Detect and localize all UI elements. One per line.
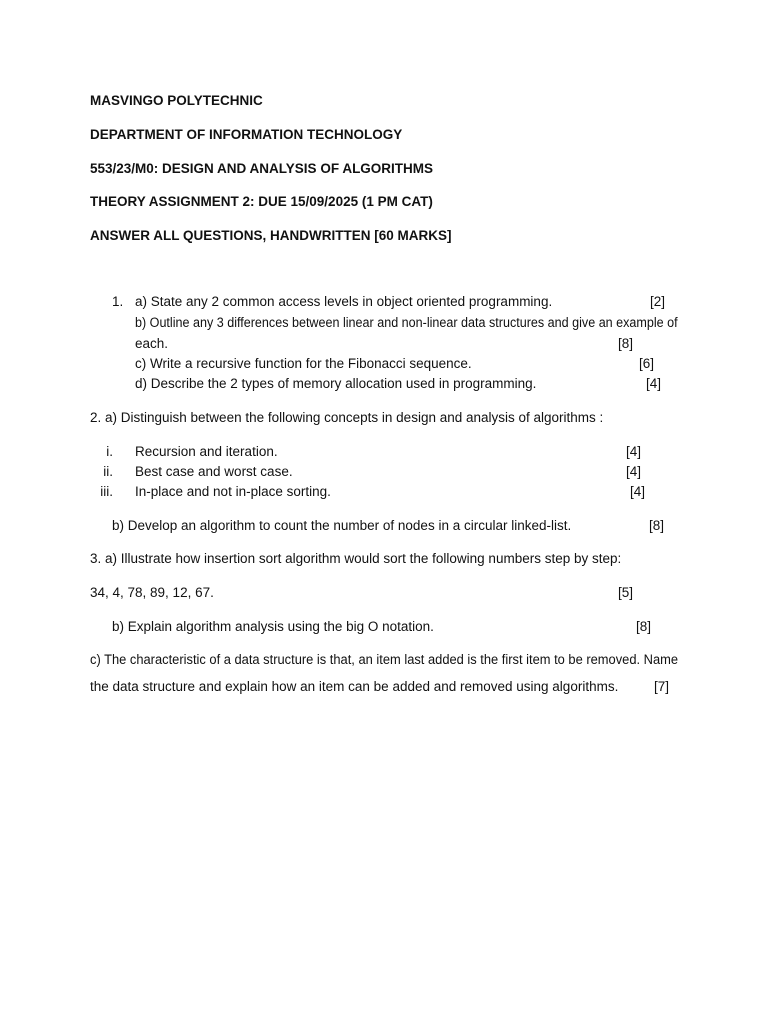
q1c-marks: [6] [639, 356, 655, 371]
q1-number: 1. [112, 294, 124, 309]
q2-item-text: In-place and not in-place sorting. [135, 484, 331, 499]
q2a-text: 2. a) Distinguish between the following concepts in design and analysis of algorithms : [90, 410, 604, 425]
q1a-text: a) State any 2 common access levels in object oriented programming. [135, 294, 553, 309]
q2b-text: b) Develop an algorithm to count the number of nodes in a circular linked-list. [112, 518, 572, 533]
q2-item-marks: [4] [630, 484, 646, 499]
department-name: DEPARTMENT OF INFORMATION TECHNOLOGY [90, 127, 403, 142]
q2-item-marks: [4] [626, 444, 642, 459]
q1c-text: c) Write a recursive function for the Fibonacci sequence. [135, 356, 472, 371]
q1d-text: d) Describe the 2 types of memory allocation used in programming. [135, 376, 537, 391]
q2-item-numeral: i. [106, 444, 113, 459]
q1a-marks: [2] [650, 294, 666, 309]
q1b-marks: [8] [618, 336, 634, 351]
q1b-text-line2: each. [135, 336, 169, 351]
institution-name: MASVINGO POLYTECHNIC [90, 93, 263, 108]
q3a-text: 3. a) Illustrate how insertion sort algorithm would sort the following numbers step by step: [90, 551, 622, 566]
q1b-text-line1: b) Outline any 3 differences between linear and non-linear data structures and give an example of [135, 315, 678, 330]
q2-item-text: Best case and worst case. [135, 464, 293, 479]
q3c-text-line2: the data structure and explain how an item can be added and removed using algorithms. [90, 679, 619, 694]
q2-item-numeral: iii. [100, 484, 113, 499]
q2-item-text: Recursion and iteration. [135, 444, 278, 459]
q2-item-marks: [4] [626, 464, 642, 479]
q1d-marks: [4] [646, 376, 662, 391]
q2b-marks: [8] [649, 518, 665, 533]
q3a-marks: [5] [618, 585, 634, 600]
q3a-numbers: 34, 4, 78, 89, 12, 67. [90, 585, 214, 600]
q3c-marks: [7] [654, 679, 670, 694]
q3c-text-line1: c) The characteristic of a data structure is that, an item last added is the first item to be removed. Name [90, 652, 679, 667]
instructions: ANSWER ALL QUESTIONS, HANDWRITTEN [60 MARKS] [90, 228, 452, 243]
q3b-text: b) Explain algorithm analysis using the big O notation. [112, 619, 434, 634]
q3b-marks: [8] [636, 619, 652, 634]
q2-item-numeral: ii. [103, 464, 113, 479]
assignment-title: THEORY ASSIGNMENT 2: DUE 15/09/2025 (1 PM CAT) [90, 194, 433, 209]
course-title: 553/23/M0: DESIGN AND ANALYSIS OF ALGORITHMS [90, 161, 434, 176]
